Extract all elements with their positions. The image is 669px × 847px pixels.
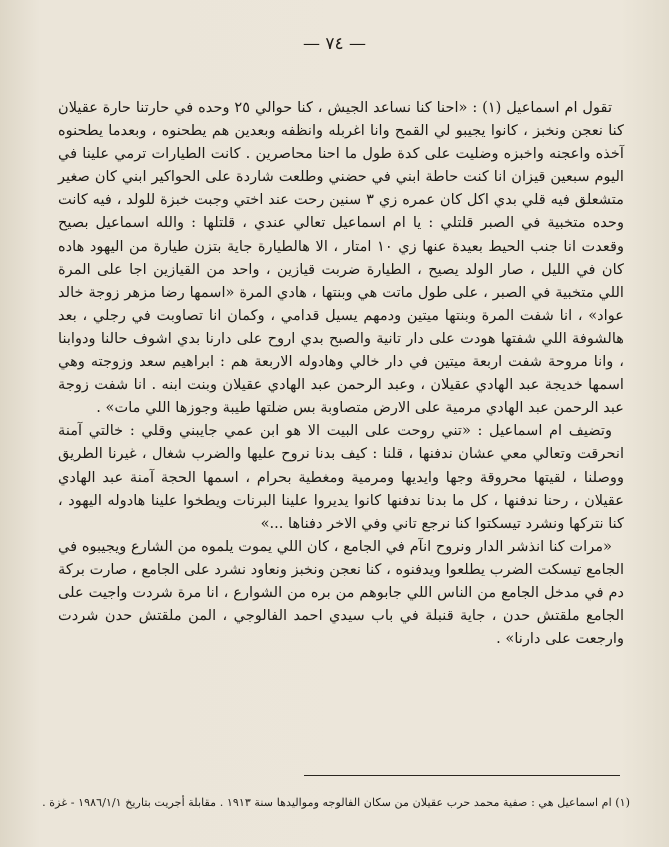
page-number: — ٧٤ —: [302, 34, 367, 54]
paragraph-mosque: «مرات كنا انذشر الدار ونروح انآم في الجامع ، كان اللي يموت يلموه من الشارع ويجيبوه في الجامع تيسكت الضرب يطلعوا ويدفنوه ، كنا نعجن ونخبز ونعاود نشرد على الجامع ، صارت بركة دم في مدخل الجامع من الناس اللي جابوهم من بره من الشوارع ، انا مرة شردت واجيت على الجامع ملقتش حدن ، جاية قنبلة في باب سيدي احمد الفالوجي ، المن ملقتش حدن شردت وارجعت على دارنا» .: [58, 537, 624, 648]
main-text: [58, 96, 624, 650]
footnote-divider: [304, 775, 620, 776]
footnote: (١) ام اسماعيل هي : صفية محمد حرب عقيلان من سكان الفالوجه ومواليدها سنة ١٩١٣ . مقابلة أجريت بتاريخ ١٩٨٦/١/١ - غزة .: [42, 796, 630, 809]
paragraph-continued: وتضيف ام اسماعيل : «تني روحت على البيت الا هو ابن عمي جايبني وقلي : خالتي آمنة انحرقت وتعالي معي عشان ندفنها ، قلنا : كيف بدنا نروح عليها والضرب شغال ، غيرنا الطريق ووصلنا ، لقيتها محروقة وجها وايديها ومرمية ومغطية بحرام ، اسمها الحجة آمنة عبد الهادي عقيلان ، رحنا ندفنها ، كل ما بدنا ندفنها كانوا يديروا علينا البرنات ويطخوا علينا هادوله اليهود ، كنا نتركها ونشرد تيسكتوا كنا نرجع تاني وفي الاخر دفناها ...»: [58, 422, 624, 532]
paragraph-testimony: تقول ام اسماعيل (١) : «احنا كنا نساعد الجيش ، كنا حوالي ٢٥ وحده في حارتنا حارة عقيلان كنا نعجن ونخبز ، كانوا يجيبو لي القمح وانا اغربله وانظفه وبعدين هم يطحنوه ، وبعدما يطحنوه آخذه واعجنه واخبزه وضليت على كدة طول ما احنا محاصرين . كانت الطيارات ترمي علينا في اليوم سبعين قيزان انا كنت حاطة ابني في حضني وطلعت شاردة على الحواكير ابني كان صغير متشعلق فيه قلي بدي اكل كان عمره زي ٣ سنين رحت عند اختي وجبت خبزة للولد ، فيه كانت وحده متخبية في الصبر قلتلي : يا ام اسماعيل تعالي عندي ، قلتلها : والله اسماعيل بصيح وقعدت انا جنب الحيط بعيدة عنها زي ١٠ امتار ، الا هالطيارة جاية بتزن طيارة من اليهود هاده كان في الليل ، صار الولد يصيح ، الطيارة ضربت قيازين ، واحد من القيازين اجا على المرة اللي متخبية في الصبر ، على طول ماتت هي وبنتها ، هادي المرة «اسمها رضا مزهر زوجة خالد عواد» ، انا شفت المرة وبنتها ميتين ودمهم يسيل قدامي ، وكمان انا تصاوبت في رجلي ، بعد هالشوفة اللي شفتها هودت على دار تانية والصبح بدي اروح على دارنا بدي اشوف حالنا ودوابنا ، وانا مروحة شفت اربعة ميتين في دار خالي وهادوله الاربعة هم : ابراهيم سعد وزوجته وهي اسمها خديجة عبد الهادي عقيلان ، وعبد الرحمن عبد الهادي عقيلان وبنت ابنه . انا شفت زوجة عبد الرحمن عبد الهادي مرمية على الارض متصاوبة بس ضلتها طيبة وجوزها اللي مات» .: [58, 99, 624, 417]
